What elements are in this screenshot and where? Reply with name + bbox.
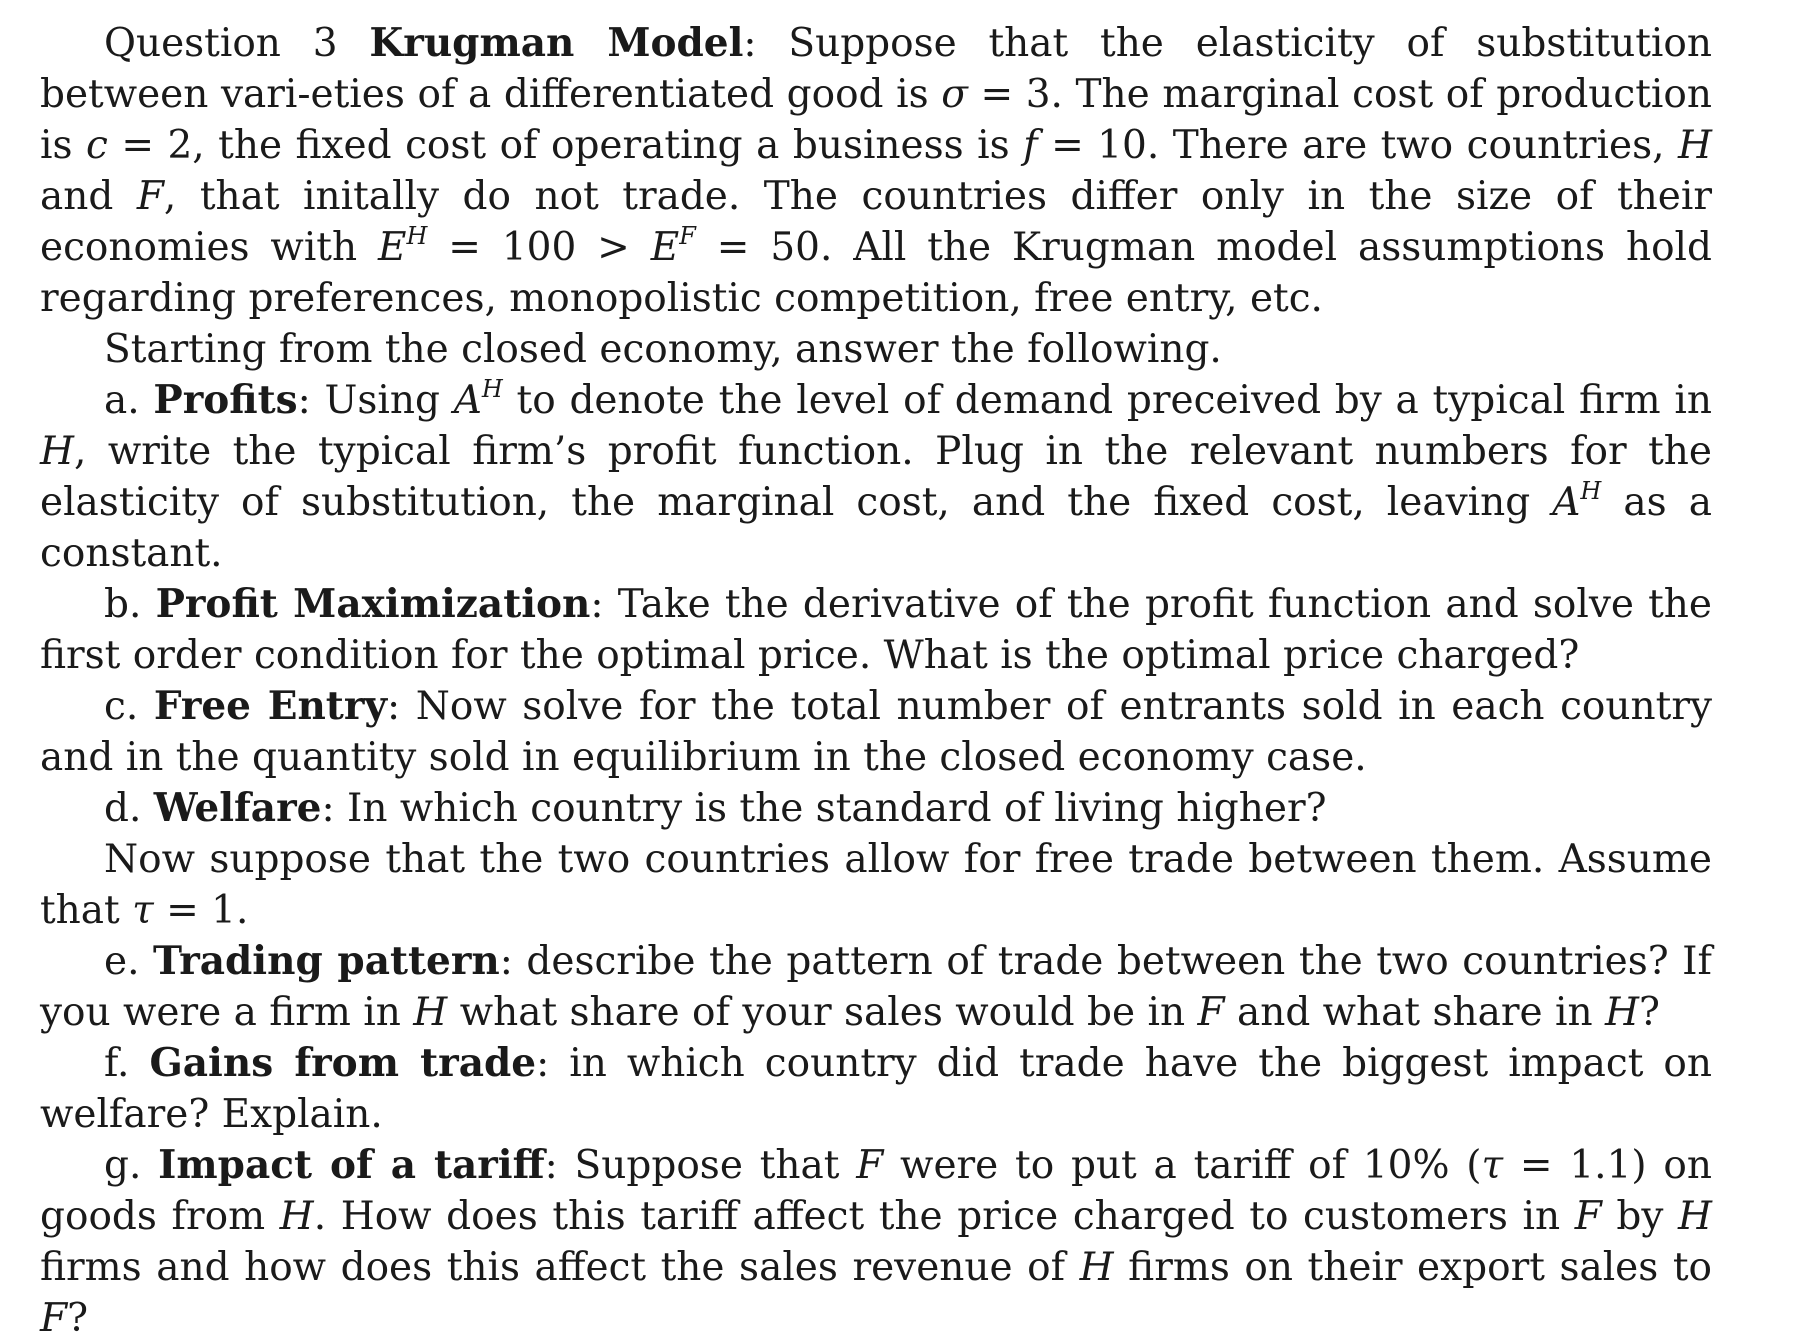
question-number: Question 3	[104, 21, 338, 66]
closed-economy-intro: Starting from the closed economy, answer the following.	[104, 327, 1222, 372]
part-c: c. Free Entry: Now solve for the total number of entrants sold in each country and in the quantity sold in equilibrium in the closed economy case.	[40, 683, 1712, 780]
part-f-title: Gains from trade	[149, 1040, 537, 1086]
part-a-title: Profits	[153, 377, 298, 423]
part-f: f. Gains from trade: in which country did trade have the biggest impact on welfare? Explain.	[40, 1040, 1712, 1137]
part-a: a. Profits: Using $A^H$ to denote the level of demand preceived by a typical firm in H, write the typical firm’s profit function. Plug in the relevant numbers for the elasticity of substitution, the marginal cost, and the fixed cost, leaving $A^H$ as a constant.	[40, 375, 1712, 576]
part-d-title: Welfare	[153, 785, 322, 831]
part-b-title: Profit Maximization	[155, 581, 591, 627]
part-d: d. Welfare: In which country is the standard of living higher?	[104, 785, 1327, 831]
part-g-title: Impact of a tariff	[158, 1142, 545, 1188]
part-b: b. Profit Maximization: Take the derivative of the profit function and solve the first order condition for the optimal price. What is the optimal price charged?	[40, 581, 1712, 678]
question-intro: Question 3 Krugman Model: Suppose that the elasticity of substitution between vari-eties of a differentiated good is σ = 3. The marginal cost of production is c = 2, the fixed cost of operating a business is f = 10. There are two countries, H and F, that initally do not trade. The countries differ only in the size of their economies with $E^H = 100 > E^F = 50$. All the Krugman model assumptions hold regarding preferences, monopolistic competition, free entry, etc.	[40, 20, 1713, 321]
part-e: e. Trading pattern: describe the pattern of trade between the two countries? If you were a firm in H what share of your sales would be in F and what share in H?	[40, 938, 1712, 1035]
part-c-title: Free Entry	[153, 683, 388, 729]
part-e-title: Trading pattern	[153, 938, 500, 984]
free-trade-intro: Now suppose that the two countries allow for free trade between them. Assume that τ = 1.	[40, 837, 1712, 933]
question-document	[40, 18, 1712, 1344]
part-g: g. Impact of a tariff: Suppose that F were to put a tariff of 10% (τ = 1.1) on goods from H. How does this tariff affect the price charged to customers in F by H firms and how does this affect the sales revenue of H firms on their export sales to F?	[40, 1142, 1712, 1341]
question-title: Krugman Model	[369, 20, 744, 66]
